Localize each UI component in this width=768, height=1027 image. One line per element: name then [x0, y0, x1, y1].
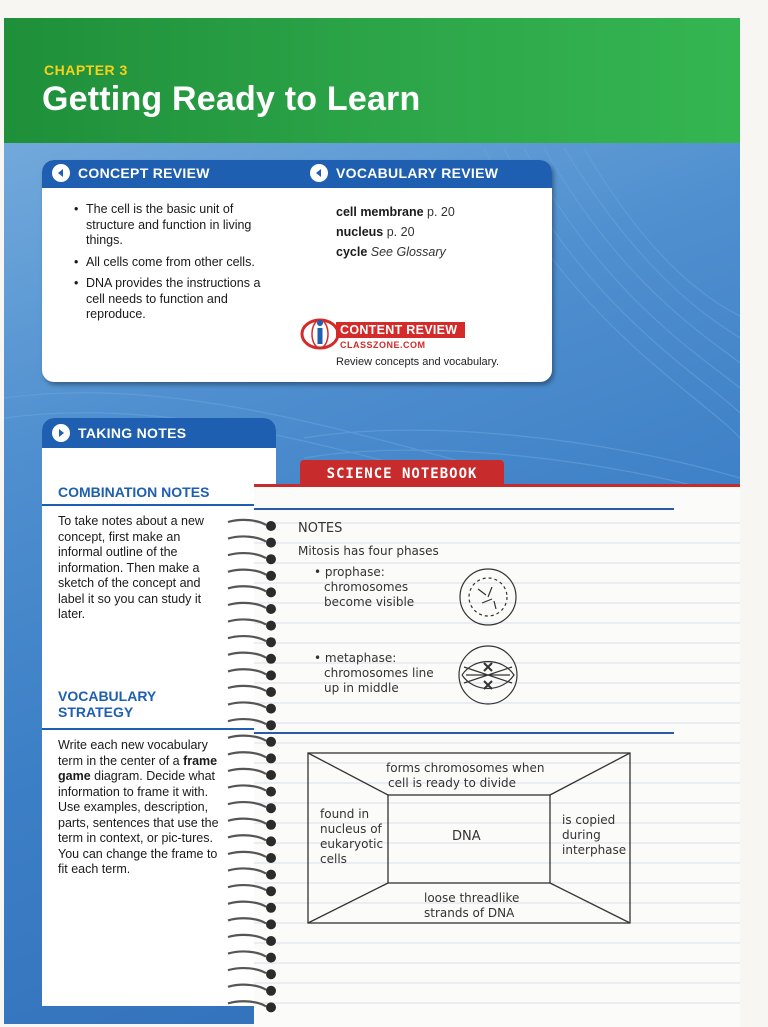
combination-notes-text: To take notes about a new concept, first make an informal outline of the information. Then make a sketch of the concept and label it so you can study it later.	[58, 514, 204, 621]
taking-notes-label: TAKING NOTES	[78, 425, 187, 441]
vocab-term: cell membrane	[336, 205, 424, 219]
spiral-coil	[228, 570, 276, 581]
note-line: found in	[320, 807, 370, 821]
right-arrow-icon	[52, 424, 70, 442]
note-line: is copied	[562, 813, 616, 827]
page-footer	[48, 980, 197, 992]
vocab-ref: See Glossary	[370, 245, 446, 259]
note-line: • metaphase:	[314, 651, 397, 665]
vocab-term: cycle	[336, 245, 368, 259]
spiral-coil	[228, 619, 276, 630]
phases-intro: Mitosis has four phases	[298, 544, 439, 558]
spiral-coil	[228, 636, 276, 647]
text-run: diagram. Decide what information to frame it with. Use examples, description, parts, sentences that use the term in context, or pic-tures. You can change the frame to fit each term.	[58, 769, 219, 876]
spiral-coil	[228, 935, 276, 946]
spiral-coil	[228, 702, 276, 713]
left-arrow-icon	[310, 164, 328, 182]
notes-heading: NOTES	[298, 521, 343, 536]
spiral-coil	[228, 885, 276, 896]
content-review-url[interactable]: CLASSZONE.COM	[340, 340, 426, 350]
vocabulary-review-label: VOCABULARY REVIEW	[336, 165, 499, 181]
content-review-link[interactable]	[300, 316, 540, 376]
spiral-coil	[228, 835, 276, 846]
spiral-coil	[228, 802, 276, 813]
content-review-label: CONTENT REVIEW	[336, 322, 465, 338]
heading-line: VOCABULARY	[58, 688, 157, 704]
metaphase-cell-drawing	[459, 646, 517, 704]
vocab-item	[336, 242, 536, 262]
vocab-item	[336, 222, 536, 242]
vocab-term: nucleus	[336, 225, 384, 239]
spiral-coil	[228, 852, 276, 863]
concept-review-label: CONCEPT REVIEW	[78, 165, 210, 181]
taking-notes-bar	[42, 418, 276, 448]
concept-review-list	[70, 202, 275, 329]
note-line: strands of DNA	[424, 906, 515, 920]
note-line: up in middle	[324, 681, 399, 695]
left-arrow-icon	[52, 164, 70, 182]
note-line: during	[562, 828, 601, 842]
review-panel	[42, 160, 552, 382]
note-line: interphase	[562, 843, 627, 857]
spiral-coil	[228, 520, 276, 531]
heading-line: STRATEGY	[58, 704, 134, 720]
spiral-coil	[228, 819, 276, 830]
frame-top-text	[386, 761, 544, 791]
spiral-coil	[228, 586, 276, 597]
combination-notes-heading: COMBINATION NOTES	[58, 484, 210, 500]
prophase-notes	[314, 565, 414, 610]
unit-text: Unit 1:	[66, 980, 99, 992]
spiral-coil	[228, 653, 276, 664]
vocabulary-review-list	[336, 202, 536, 262]
text-run-bold: frame game	[58, 753, 218, 783]
spiral-coil	[228, 736, 276, 747]
spiral-coil	[228, 719, 276, 730]
text-run: Write each new vocabulary term in the center of a	[58, 738, 208, 768]
spiral-coil	[228, 785, 276, 796]
divider	[42, 504, 276, 506]
vocabulary-review-heading	[310, 164, 498, 182]
list-item: • DNA provides the instructions a cell needs to function and reproduce.	[70, 276, 275, 323]
vocab-ref: p. 20	[386, 225, 415, 239]
metaphase-notes	[314, 651, 434, 696]
list-item: • The cell is the basic unit of structure and function in living things.	[70, 202, 275, 249]
frame-center-term: DNA	[452, 829, 481, 844]
frame-bottom-text	[424, 891, 519, 921]
vocabulary-strategy-heading	[58, 688, 156, 720]
taking-notes-heading	[52, 424, 186, 442]
spiral-coil	[228, 951, 276, 962]
vocabulary-strategy-text	[58, 738, 223, 878]
spiral-coil	[228, 769, 276, 780]
science-notebook	[254, 484, 740, 1027]
page-title: Getting Ready to Learn	[42, 80, 421, 118]
note-line: loose threadlike	[424, 891, 520, 905]
spiral-coil	[228, 902, 276, 913]
note-line: nucleus of	[320, 822, 382, 836]
spiral-coil	[228, 536, 276, 547]
note-line: chromosomes	[324, 580, 409, 594]
review-header-bar	[42, 160, 552, 188]
concept-review-heading	[52, 164, 210, 182]
note-line: forms chromosomes when	[386, 761, 545, 775]
spiral-coil	[228, 1001, 276, 1012]
spiral-coil	[228, 603, 276, 614]
vocab-ref: p. 20	[427, 205, 455, 219]
spiral-coil	[228, 553, 276, 564]
spiral-coil	[228, 985, 276, 996]
spiral-coil	[228, 968, 276, 979]
prophase-cell-drawing	[460, 569, 516, 625]
note-line: chromosomes line	[324, 666, 434, 680]
spiral-coil	[228, 752, 276, 763]
spiral-coil	[228, 868, 276, 879]
frame-left-text	[320, 807, 383, 867]
spiral-binding	[224, 512, 288, 1024]
spiral-coil	[228, 918, 276, 929]
note-line: eukaryotic	[320, 837, 384, 851]
unit-title: Cells and Heredity	[101, 980, 198, 992]
note-line: cells	[320, 852, 347, 866]
spiral-coil	[228, 686, 276, 697]
list-item: • All cells come from other cells.	[70, 255, 275, 271]
info-globe-icon	[300, 316, 340, 352]
chapter-label: CHAPTER 3	[44, 62, 128, 78]
note-line: become visible	[324, 595, 415, 609]
chapter-header	[4, 18, 740, 143]
science-notebook-tab: SCIENCE NOTEBOOK	[300, 460, 504, 488]
note-line: • prophase:	[314, 565, 385, 579]
vocab-item	[336, 202, 536, 222]
handbook-note: See the Note-Taking Handbook on pages R45–R51.	[46, 919, 225, 945]
content-review-text: Review concepts and vocabulary.	[336, 356, 500, 368]
spiral-coil	[228, 669, 276, 680]
frame-right-text	[562, 813, 626, 858]
page-number: 72	[48, 980, 61, 992]
note-line: cell is ready to divide	[388, 776, 517, 790]
